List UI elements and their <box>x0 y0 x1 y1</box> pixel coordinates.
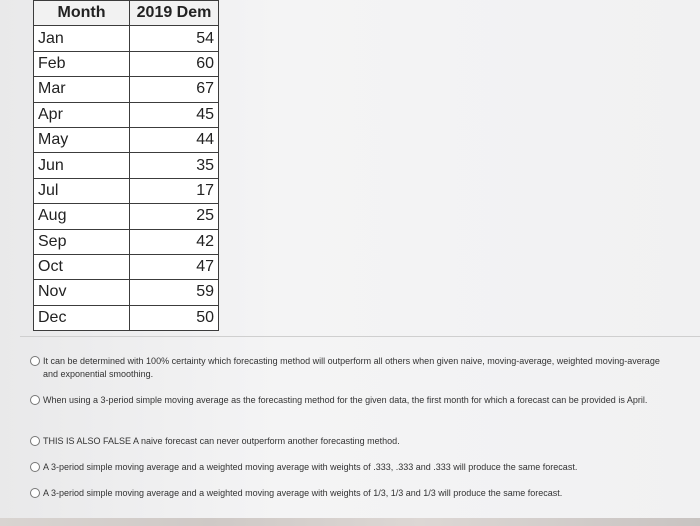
table-row <box>34 153 219 178</box>
month-column-header: Month <box>34 1 130 26</box>
answer-option-text: THIS IS ALSO FALSE A naive forecast can never outperform another forecasting method. <box>43 436 400 446</box>
demand-cell: 44 <box>130 127 219 152</box>
month-cell: Jun <box>34 153 130 178</box>
radio-button-icon[interactable] <box>30 488 40 498</box>
table-row <box>34 254 219 279</box>
table-row <box>34 204 219 229</box>
demand-cell: 47 <box>130 254 219 279</box>
month-cell: Jan <box>34 26 130 51</box>
radio-button-icon[interactable] <box>30 356 40 366</box>
month-cell: Aug <box>34 204 130 229</box>
bottom-edge <box>0 518 700 526</box>
month-cell: Oct <box>34 254 130 279</box>
demand-cell: 17 <box>130 178 219 203</box>
demand-cell: 50 <box>130 305 219 330</box>
table-row <box>34 280 219 305</box>
month-cell: Mar <box>34 77 130 102</box>
table-header-row <box>34 1 219 26</box>
month-cell: Sep <box>34 229 130 254</box>
month-cell: Dec <box>34 305 130 330</box>
demand-cell: 54 <box>130 26 219 51</box>
demand-cell: 60 <box>130 51 219 76</box>
answer-option-text: A 3-period simple moving average and a weighted moving average with weights of .333, .333 and .333 will produce the same forecast. <box>43 462 578 472</box>
table-row <box>34 305 219 330</box>
answer-option-2[interactable] <box>30 394 670 407</box>
demand-cell: 67 <box>130 77 219 102</box>
table-row <box>34 229 219 254</box>
demand-table <box>33 0 219 331</box>
month-cell: Jul <box>34 178 130 203</box>
month-cell: Nov <box>34 280 130 305</box>
table-row <box>34 102 219 127</box>
demand-cell: 45 <box>130 102 219 127</box>
radio-button-icon[interactable] <box>30 436 40 446</box>
demand-cell: 25 <box>130 204 219 229</box>
section-divider <box>20 336 700 337</box>
answer-option-1[interactable] <box>30 355 670 381</box>
answer-option-3[interactable] <box>30 435 670 448</box>
table-row <box>34 51 219 76</box>
radio-button-icon[interactable] <box>30 395 40 405</box>
demand-column-header: 2019 Dem <box>130 1 219 26</box>
answer-option-4[interactable] <box>30 461 670 474</box>
table-row <box>34 77 219 102</box>
demand-cell: 35 <box>130 153 219 178</box>
month-cell: May <box>34 127 130 152</box>
table-row <box>34 127 219 152</box>
demand-cell: 42 <box>130 229 219 254</box>
answer-option-text: When using a 3-period simple moving average as the forecasting method for the given data, the first month for which a forecast can be provided is April. <box>43 395 648 405</box>
answer-option-text: It can be determined with 100% certainty which forecasting method will outperform all others when given naive, moving-average, weighted moving-average and exponential smoothing. <box>43 356 660 379</box>
answer-option-5[interactable] <box>30 487 670 500</box>
table-row <box>34 178 219 203</box>
radio-button-icon[interactable] <box>30 462 40 472</box>
table-row <box>34 26 219 51</box>
month-cell: Apr <box>34 102 130 127</box>
month-cell: Feb <box>34 51 130 76</box>
answer-option-text: A 3-period simple moving average and a weighted moving average with weights of 1/3, 1/3 and 1/3 will produce the same forecast. <box>43 488 563 498</box>
demand-cell: 59 <box>130 280 219 305</box>
